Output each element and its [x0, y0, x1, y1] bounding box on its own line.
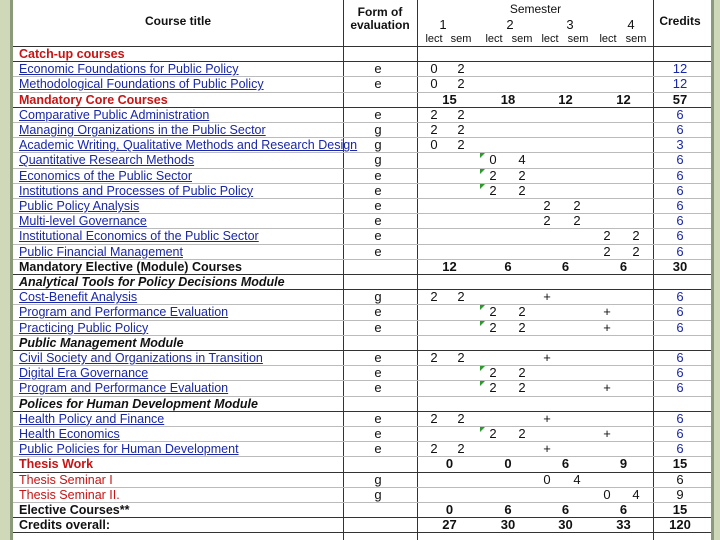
hours-cell: + [603, 426, 611, 441]
hours-cell: 0 [430, 76, 438, 92]
table-row [13, 472, 711, 488]
row-divider [13, 335, 711, 336]
credits-cell: 6 [676, 198, 684, 213]
credits-cell: 6 [676, 441, 684, 457]
hours-cell: + [543, 410, 551, 426]
row-divider [13, 350, 711, 351]
cell-marker-icon [480, 366, 485, 371]
hours-cell: 2 [543, 213, 551, 229]
row-divider [13, 168, 711, 169]
evaluation-cell: g [374, 122, 382, 137]
hours-cell: 2 [489, 182, 497, 198]
evaluation-cell: e [374, 410, 382, 426]
table-row [13, 259, 711, 275]
course-title-link[interactable]: Academic Writing, Qualitative Methods and Research Design [19, 138, 358, 153]
course-title-link[interactable]: Quantitative Research Methods [19, 153, 195, 168]
row-divider [13, 320, 711, 321]
credits-cell: 6 [676, 365, 684, 381]
cell-marker-icon [480, 381, 485, 386]
hours-cell: 2 [603, 228, 611, 244]
hours-cell: + [603, 380, 611, 396]
credits-cell: 6 [676, 380, 684, 396]
credits-cell: 3 [676, 137, 684, 153]
row-divider [13, 213, 711, 214]
table-row [13, 183, 711, 199]
hours-cell: 2 [457, 106, 465, 122]
course-title-link[interactable]: Practicing Public Policy [19, 320, 149, 335]
hours-cell: 2 [430, 350, 438, 365]
cell-marker-icon [480, 153, 485, 158]
hours-cell: 2 [457, 61, 465, 77]
credits-header: Credits [659, 14, 701, 28]
course-title-link[interactable]: Institutions and Processes of Public Policy [19, 183, 254, 198]
row-divider [13, 517, 711, 518]
hours-cell: 30 [500, 517, 516, 533]
sub-label-lect-3: lect [541, 33, 559, 45]
sub-label-sem-1: sem [450, 33, 472, 45]
hours-cell: 9 [619, 456, 628, 472]
credits-cell: 6 [676, 289, 684, 305]
sub-label-sem-2: sem [511, 33, 533, 45]
row-divider [13, 304, 711, 305]
row-divider [13, 487, 711, 488]
table-row [13, 168, 711, 184]
course-title-link[interactable]: Multi-level Governance [19, 214, 147, 229]
table-row [13, 411, 711, 427]
table-row [13, 244, 711, 260]
section-title: Credits overall: [19, 518, 111, 533]
table-row [13, 289, 711, 305]
hours-cell: 6 [619, 258, 628, 274]
credits-cell: 6 [676, 228, 684, 244]
sub-label-sem-3: sem [567, 33, 589, 45]
table-row [13, 396, 711, 412]
row-divider [13, 396, 711, 397]
course-title-link[interactable]: Civil Society and Organizations in Transition [19, 351, 263, 365]
row-divider [13, 289, 711, 290]
row-divider [13, 365, 711, 366]
evaluation-cell: e [374, 426, 382, 441]
hours-cell: 2 [457, 441, 465, 457]
hours-cell: 2 [489, 365, 497, 381]
credits-cell: 9 [676, 486, 684, 502]
semester-number-3: 3 [566, 17, 574, 32]
table-row [13, 274, 711, 290]
section-title: Analytical Tools for Policy Decisions Module [19, 275, 285, 289]
semester-number-4: 4 [627, 17, 635, 32]
section-title: Thesis Work [19, 457, 94, 472]
hours-cell: 0 [603, 486, 611, 502]
row-divider [13, 137, 711, 138]
semester-number-2: 2 [506, 17, 514, 32]
row-divider [13, 274, 711, 275]
credits-cell: 6 [676, 243, 684, 259]
cell-marker-icon [480, 169, 485, 174]
evaluation-cell: g [374, 471, 382, 487]
evaluation-cell: e [374, 106, 382, 122]
row-divider [13, 472, 711, 473]
sub-label-lect-1: lect [425, 33, 443, 45]
table-row [13, 502, 711, 518]
row-divider [13, 411, 711, 412]
section-title: Mandatory Core Courses [19, 92, 168, 107]
hours-cell: 0 [489, 152, 497, 168]
hours-cell: 6 [561, 456, 570, 472]
hours-cell: 0 [430, 137, 438, 153]
table-row [13, 456, 711, 472]
row-divider [13, 502, 711, 503]
credits-cell: 15 [672, 456, 688, 472]
table-row [13, 517, 711, 533]
row-divider [13, 456, 711, 457]
section-title: Mandatory Elective (Module) Courses [19, 259, 242, 274]
hours-cell: 0 [543, 471, 551, 487]
section-title: Catch-up courses [19, 47, 125, 61]
evaluation-cell: e [374, 198, 382, 213]
course-title-link[interactable]: Program and Performance Evaluation [19, 305, 229, 320]
course-title-link[interactable]: Program and Performance Evaluation [19, 381, 229, 396]
cell-marker-icon [480, 427, 485, 432]
course-title-link[interactable]: Methodological Foundations of Public Policy [19, 77, 264, 92]
credits-cell: 6 [676, 167, 684, 183]
hours-cell: 4 [632, 486, 640, 502]
hours-cell: 6 [561, 502, 570, 517]
hours-cell: 2 [518, 304, 526, 320]
credits-cell: 15 [672, 502, 688, 517]
credits-cell: 6 [676, 350, 684, 365]
table-row [13, 107, 711, 123]
hours-cell: 2 [457, 350, 465, 365]
hours-cell: 0 [430, 61, 438, 77]
hours-cell: + [603, 304, 611, 320]
hours-cell: 2 [603, 243, 611, 259]
hours-cell: 0 [445, 456, 454, 472]
evaluation-cell: e [374, 76, 382, 92]
hours-cell: 6 [619, 502, 628, 517]
table-row [13, 304, 711, 320]
evaluation-cell: g [374, 137, 382, 153]
hours-cell: 2 [430, 410, 438, 426]
evaluation-cell: g [374, 486, 382, 502]
table-row [13, 122, 711, 138]
hours-cell: 2 [489, 380, 497, 396]
table-row [13, 335, 711, 351]
row-divider [13, 107, 711, 108]
row-divider [13, 259, 711, 260]
row-divider [13, 183, 711, 184]
hours-cell: 2 [430, 122, 438, 137]
table-row [13, 76, 711, 92]
credits-cell: 6 [676, 426, 684, 441]
credits-cell: 12 [672, 76, 688, 92]
course-title-link[interactable]: Institutional Economics of the Public Sector [19, 229, 259, 244]
evaluation-cell: e [374, 167, 382, 183]
cell-marker-icon [480, 305, 485, 310]
hours-cell: 2 [573, 213, 581, 229]
evaluation-cell: e [374, 319, 382, 335]
evaluation-cell: e [374, 304, 382, 320]
table-row [13, 365, 711, 381]
row-divider [13, 244, 711, 245]
credits-cell: 6 [676, 122, 684, 137]
course-title-link[interactable]: Economics of the Public Sector [19, 168, 192, 183]
row-divider [13, 198, 711, 199]
hours-cell: 15 [442, 91, 457, 107]
hours-cell: + [543, 350, 551, 365]
section-title: Thesis Seminar I [19, 472, 113, 487]
hours-cell: 18 [500, 91, 516, 107]
hours-cell: 12 [442, 258, 457, 274]
hours-cell: 2 [489, 426, 497, 441]
hours-cell: 2 [430, 441, 438, 457]
row-divider [13, 152, 711, 153]
table-row [13, 137, 711, 153]
hours-cell: 2 [518, 365, 526, 381]
table-row [13, 213, 711, 229]
semester-number-1: 1 [439, 17, 447, 32]
course-title-link[interactable]: Health Economics [19, 427, 120, 441]
evaluation-cell: e [374, 228, 382, 244]
hours-cell: 33 [616, 517, 631, 533]
hours-cell: 2 [518, 426, 526, 441]
evaluation-cell: e [374, 380, 382, 396]
table-row [13, 350, 711, 366]
hours-cell: 2 [632, 228, 640, 244]
hours-cell: + [603, 319, 611, 335]
course-title-link[interactable]: Managing Organizations in the Public Sector [19, 123, 266, 137]
row-divider [13, 228, 711, 229]
table-row [13, 152, 711, 168]
cell-marker-icon [480, 321, 485, 326]
evaluation-cell: e [374, 350, 382, 365]
hours-cell: 2 [430, 289, 438, 305]
hours-cell: 2 [430, 106, 438, 122]
row-divider [13, 122, 711, 123]
hours-cell: 2 [518, 380, 526, 396]
hours-cell: 2 [489, 319, 497, 335]
table-row [13, 198, 711, 214]
course-title-link[interactable]: Public Policies for Human Development [19, 442, 239, 457]
row-divider [13, 92, 711, 93]
hours-cell: + [543, 441, 551, 457]
sub-label-lect-4: lect [599, 33, 617, 45]
course-title-link[interactable]: Public Financial Management [19, 244, 183, 259]
sub-label-sem-4: sem [625, 33, 647, 45]
hours-cell: 0 [445, 502, 454, 517]
hours-cell: 2 [457, 289, 465, 305]
evaluation-cell: e [374, 365, 382, 381]
evaluation-cell: e [374, 243, 382, 259]
credits-cell: 6 [676, 304, 684, 320]
credits-cell: 6 [676, 152, 684, 168]
table-row [13, 441, 711, 457]
hours-cell: 2 [632, 243, 640, 259]
curriculum-table [10, 0, 714, 540]
hours-cell: 12 [616, 91, 631, 107]
hours-cell: 2 [518, 319, 526, 335]
credits-cell: 120 [669, 517, 691, 533]
section-title: Public Management Module [19, 335, 184, 350]
hours-cell: 2 [573, 198, 581, 213]
credits-cell: 6 [676, 319, 684, 335]
course-title-link[interactable]: Comparative Public Administration [19, 107, 210, 122]
table-row [13, 61, 711, 77]
course-title-link[interactable]: Health Policy and Finance [19, 411, 165, 426]
semester-header: Semester [509, 2, 562, 16]
hours-cell: 27 [442, 517, 457, 533]
row-divider [13, 426, 711, 427]
hours-cell: 6 [504, 502, 512, 517]
credits-cell: 6 [676, 106, 684, 122]
form-of-evaluation-header: Form of evaluation [350, 5, 410, 32]
course-title-link[interactable]: Digital Era Governance [19, 366, 149, 381]
hours-cell: 6 [561, 258, 570, 274]
hours-cell: 4 [573, 471, 581, 487]
hours-cell: 12 [558, 91, 573, 107]
row-divider [13, 532, 711, 533]
course-title-link[interactable]: Economic Foundations for Public Policy [19, 62, 239, 77]
section-title: Thesis Seminar II. [19, 487, 120, 502]
evaluation-cell: e [374, 213, 382, 229]
hours-cell: + [543, 289, 551, 305]
course-title-link[interactable]: Cost-Benefit Analysis [19, 290, 138, 305]
hours-cell: 2 [518, 182, 526, 198]
table-row [13, 228, 711, 244]
table-row [13, 92, 711, 108]
hours-cell: 2 [457, 410, 465, 426]
credits-cell: 6 [676, 213, 684, 229]
course-title-header: Course title [144, 14, 211, 28]
evaluation-cell: g [374, 152, 382, 168]
cell-marker-icon [480, 184, 485, 189]
table-row [13, 487, 711, 503]
credits-cell: 30 [672, 258, 688, 274]
credits-cell: 57 [672, 91, 688, 107]
sub-label-lect-2: lect [485, 33, 503, 45]
table-row [13, 46, 711, 62]
row-divider [13, 380, 711, 381]
hours-cell: 2 [543, 198, 551, 213]
row-divider [13, 441, 711, 442]
table-row [13, 426, 711, 442]
section-title: Elective Courses** [19, 503, 130, 517]
hours-cell: 0 [504, 456, 512, 472]
section-title: Polices for Human Development Module [19, 396, 258, 411]
hours-cell: 4 [518, 152, 526, 168]
hours-cell: 2 [457, 137, 465, 153]
evaluation-cell: e [374, 441, 382, 457]
evaluation-cell: e [374, 61, 382, 77]
evaluation-cell: g [374, 289, 382, 305]
table-row [13, 320, 711, 336]
evaluation-cell: e [374, 182, 382, 198]
hours-cell: 2 [489, 304, 497, 320]
row-divider [13, 76, 711, 77]
hours-cell: 6 [504, 258, 512, 274]
hours-cell: 2 [457, 122, 465, 137]
credits-cell: 6 [676, 471, 684, 487]
credits-cell: 6 [676, 182, 684, 198]
hours-cell: 2 [489, 167, 497, 183]
course-title-link[interactable]: Public Policy Analysis [19, 199, 140, 213]
credits-cell: 12 [672, 61, 688, 77]
row-divider [13, 61, 711, 62]
table-row [13, 380, 711, 396]
hours-cell: 2 [457, 76, 465, 92]
credits-cell: 6 [676, 410, 684, 426]
hours-cell: 2 [518, 167, 526, 183]
hours-cell: 30 [558, 517, 573, 533]
